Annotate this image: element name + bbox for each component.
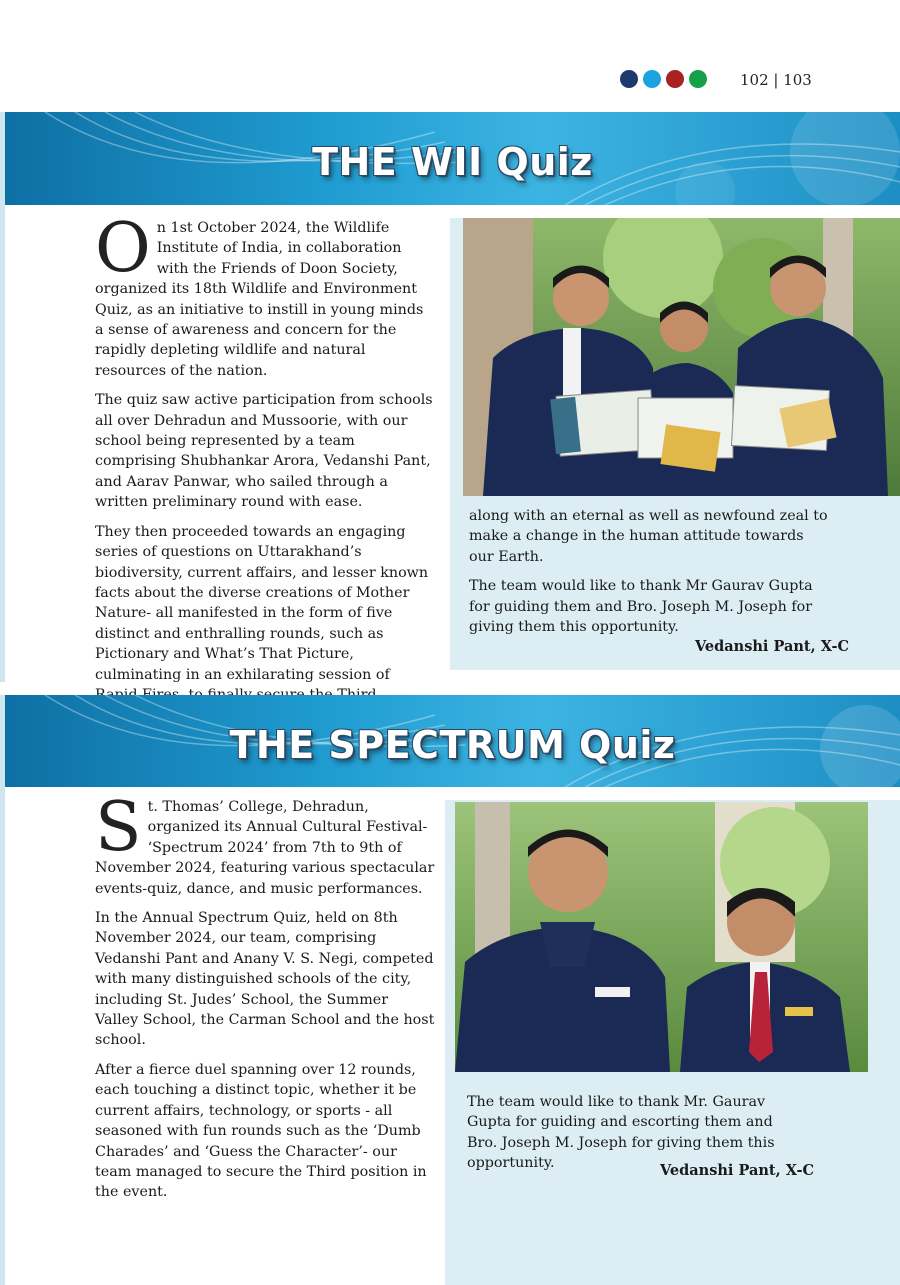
article2-body — [95, 788, 435, 1212]
article2-banner — [5, 695, 900, 787]
article2-team-photo — [455, 802, 868, 1072]
article1-paragraph-2: The quiz saw active participation from schools all over Dehradun and Mussoorie, with our school being represented by a team comprising Shubhankar Arora, Vedanshi Pant, and Aarav Panwar, who sailed through a written preliminary round with ease. — [95, 392, 433, 511]
article2-paragraph-3: After a fierce duel spanning over 12 rounds, each touching a distinct topic, whether it be current affairs, technology, or sports - all seasoned with fun rounds such as the ‘Dumb Charades’ and ‘Guess the Character’- our team managed to secure the Third position in the event. — [95, 1061, 427, 1201]
article1-banner — [5, 112, 900, 205]
dot-red — [666, 70, 684, 88]
article1-paragraph-3: They then proceeded towards an engaging series of questions on Uttarakhand’s biodiversity, current affairs, and lesser known facts about the diverse creations of Mother Nature- all manifested in the form of five distinct and enthralling rounds, such as Pictionary and What’s That Picture, culminating in an exhilarating session of — [95, 523, 429, 683]
article1-panel-text — [469, 506, 829, 646]
article1-team-photo — [463, 218, 900, 496]
page-numbers: 102 | 103 — [740, 71, 812, 89]
article2-title: THE SPECTRUM Quiz — [229, 723, 676, 767]
dot-cyan — [643, 70, 661, 88]
article2-drop-cap: S — [95, 788, 142, 867]
dot-navy — [620, 70, 638, 88]
dot-green — [689, 70, 707, 88]
article2-signature: Vedanshi Pant, X-C — [660, 1162, 815, 1179]
article1-body — [95, 209, 433, 755]
article1-paragraph-1: On 1st October 2024, the Wildlife Institute of India, in collaboration with the Friends of Doon Society, organized its 18th Wildlife and Environment Quiz, as an initiative to instill in young minds a sense of awareness and concern for the rapidly depleting wildlife and natural resources of the nation. — [95, 209, 424, 379]
team-photo-illustration — [463, 218, 900, 496]
article1-drop-cap: O — [95, 209, 151, 288]
article1-panel-paragraph-2: The team would like to thank Mr Gaurav Gupta for guiding them and Bro. Joseph M. Joseph for giving them this opportunity. — [469, 578, 813, 636]
article2-panel-paragraph-1: The team would like to thank Mr. Gaurav Gupta for guiding and escorting them and Bro. Joseph M. Joseph for giving them this opportunity. — [467, 1094, 775, 1172]
article2-paragraph-2: In the Annual Spectrum Quiz, held on 8th November 2024, our team, comprising Vedanshi Pant and Anany V. S. Negi, competed with many distinguished schools of the city, including St. Judes’ School, the Summer Valley School, the Carman School and the host school. — [95, 910, 435, 1049]
article1-signature: Vedanshi Pant, X-C — [695, 638, 850, 655]
article1-panel-paragraph-1: along with an eternal as well as newfound zeal to make a change in the human attitude towards our Earth. — [469, 508, 828, 565]
team-photo-illustration-2 — [455, 802, 868, 1072]
article1-title: THE WII Quiz — [312, 140, 593, 184]
article2-paragraph-1: St. Thomas’ College, Dehradun, organized its Annual Cultural Festival- ‘Spectrum 2024’ from 7th to 9th of November 2024, featuring various spectacular events-quiz, dance, and music performances. — [95, 788, 435, 897]
color-dots — [620, 70, 707, 88]
